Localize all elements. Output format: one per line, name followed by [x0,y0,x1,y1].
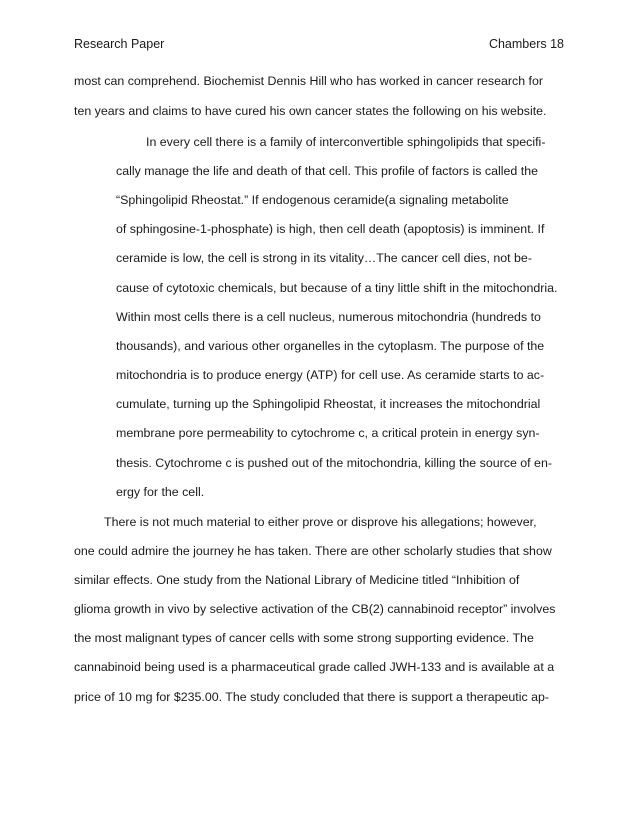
body-line: the most malignant types of cancer cells with some strong supporting evidence. The [74,631,534,645]
block-quote-line: mitochondria is to produce energy (ATP) for cell use. As ceramide starts to ac- [116,368,545,382]
block-quote-line: ceramide is low, the cell is strong in its vitality…The cancer cell dies, not be- [116,251,532,265]
block-quote-line: of sphingosine-1-phosphate) is high, then cell death (apoptosis) is imminent. If [116,222,545,236]
block-quote-line: In every cell there is a family of interconvertible sphingolipids that specifi- [146,135,546,149]
block-quote-line: cumulate, turning up the Sphingolipid Rheostat, it increases the mitochondrial [116,397,541,411]
body-line: glioma growth in vivo by selective activation of the CB(2) cannabinoid receptor” involves [74,602,556,616]
body-line: similar effects. One study from the National Library of Medicine titled “Inhibition of [74,573,520,587]
block-quote-line: membrane pore permeability to cytochrome c, a critical protein in energy syn- [116,426,540,440]
block-quote-line: Within most cells there is a cell nucleus, numerous mitochondria (hundreds to [116,310,541,324]
body-line: ten years and claims to have cured his own cancer states the following on his website. [74,104,547,118]
running-header [74,37,564,57]
header-page-number: Chambers 18 [488,37,564,51]
header-title: Research Paper [74,37,165,51]
block-quote-line: “Sphingolipid Rheostat.” If endogenous ceramide(a signaling metabolite [116,193,509,207]
block-quote-line: cally manage the life and death of that cell. This profile of factors is called the [116,164,538,178]
block-quote-line: thousands), and various other organelles in the cytoplasm. The purpose of the [116,339,545,353]
body-line: There is not much material to either prove or disprove his allegations; however, [104,515,537,529]
body-line: cannabinoid being used is a pharmaceutical grade called JWH-133 and is available at a [74,660,555,674]
body-line: price of 10 mg for $235.00. The study concluded that there is support a therapeutic ap- [74,690,550,704]
body-line: one could admire the journey he has taken. There are other scholarly studies that show [74,544,552,558]
block-quote-line: cause of cytotoxic chemicals, but because of a tiny little shift in the mitochondria. [116,281,558,295]
block-quote-line: ergy for the cell. [116,485,205,499]
block-quote-line: thesis. Cytochrome c is pushed out of the mitochondria, killing the source of en- [116,456,552,470]
body-line: most can comprehend. Biochemist Dennis Hill who has worked in cancer research for [74,74,543,88]
